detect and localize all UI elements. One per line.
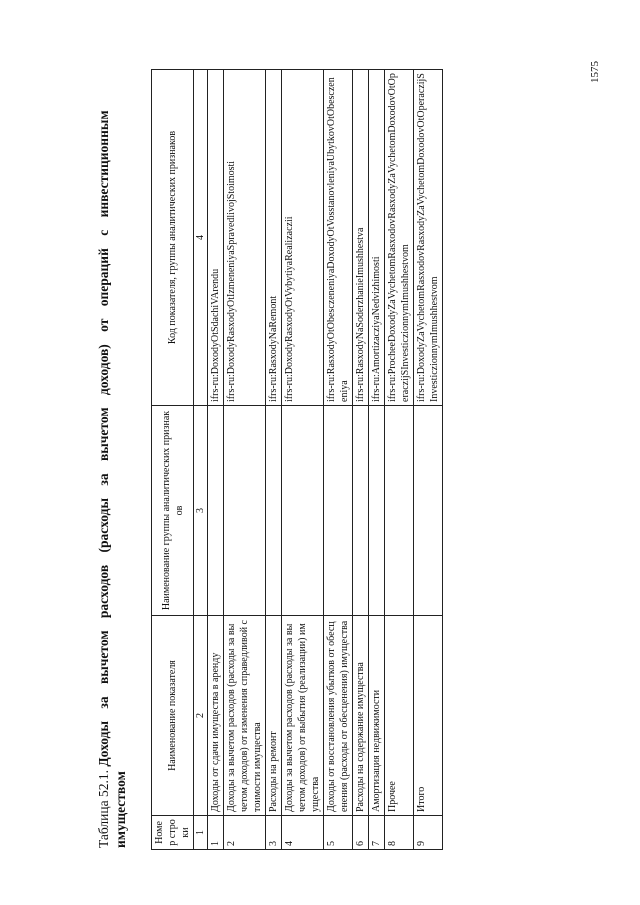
row-code: ifrs-ru:RasxodyNaRemont [266,70,282,406]
table-row [282,70,324,850]
caption-title: Доходы за вычетом расходов (расходы за вычетом доходов) от операций с инвестиционным имуществом [96,110,128,848]
row-name: Доходы за вычетом расходов (расходы за вычетом доходов) от выбытия (реализации) имущества [282,616,324,816]
row-code: ifrs-ru:RasxodyNaSoderzhanieImushhestva [353,70,369,406]
row-number: 9 [414,816,443,850]
row-name: Амортизация недвижимости [369,616,385,816]
row-name: Доходы за вычетом расходов (расходы за вычетом доходов) от изменения справедливой стоимости имущества [224,616,266,816]
row-group [369,406,385,616]
row-group [324,406,353,616]
table-row [266,70,282,850]
row-number: 8 [385,816,414,850]
column-number-row [194,70,208,850]
row-group [385,406,414,616]
row-group [224,406,266,616]
header-indicator-name: Наименование показателя [152,616,194,816]
row-name: Расходы на содержание имущества [353,616,369,816]
column-number: 3 [194,406,208,616]
header-row-number: Номер строки [152,816,194,850]
row-group [208,406,224,616]
row-code: ifrs-ru:ProcheeDoxodyZaVychetomRasxodovRasxodyZaVychetomDoxodovOtOperaczijSInvesticzionnymImushhestvom [385,70,414,406]
row-code: ifrs-ru:AmortizacziyaNedvizhimosti [369,70,385,406]
row-number: 5 [324,816,353,850]
row-code: ifrs-ru:DoxodyOtSdachiVArendu [208,70,224,406]
caption-prefix: Таблица 52.1. [96,770,111,848]
table-row [224,70,266,850]
row-number: 7 [369,816,385,850]
row-code: ifrs-ru:DoxodyZaVychetomRasxodovRasxodyZaVychetomDoxodovOtOperaczijSInvesticzionnymImushhestvom [414,70,443,406]
row-number: 3 [266,816,282,850]
row-name: Прочее [385,616,414,816]
row-name: Доходы от восстановления убытков от обесценения (расходы от обесценения) имущества [324,616,353,816]
row-code: ifrs-ru:DoxodyRasxodyOtVybytiyaRealizaczii [282,70,324,406]
row-number: 2 [224,816,266,850]
indicators-table [151,69,443,850]
header-group-name: Наименование группы аналитических признаков [152,406,194,616]
table-caption [95,70,151,848]
header-code: Код показателя, группы аналитических признаков [152,70,194,406]
table-row [385,70,414,850]
row-name: Расходы на ремонт [266,616,282,816]
row-code: ifrs-ru:DoxodyRasxodyOtIzmeneniyaSpravedlivojStoimosti [224,70,266,406]
row-group [353,406,369,616]
column-number: 2 [194,616,208,816]
table-header-row [152,70,194,850]
column-number: 1 [194,816,208,850]
row-number: 6 [353,816,369,850]
row-group [282,406,324,616]
row-code: ifrs-ru:RasxodyOtObesczeneniyaDoxodyOtVosstanovleniyaUbytkovOtObesczeneniya [324,70,353,406]
table-row [369,70,385,850]
row-name: Доходы от сдачи имущества в аренду [208,616,224,816]
row-group [414,406,443,616]
row-name: Итого [414,616,443,816]
table-row [353,70,369,850]
table-row [324,70,353,850]
column-number: 4 [194,70,208,406]
row-number: 4 [282,816,324,850]
row-number: 1 [208,816,224,850]
page-number: 1575 [589,61,601,83]
table-row [414,70,443,850]
table-row [208,70,224,850]
rotated-page-content [95,70,565,850]
row-group [266,406,282,616]
